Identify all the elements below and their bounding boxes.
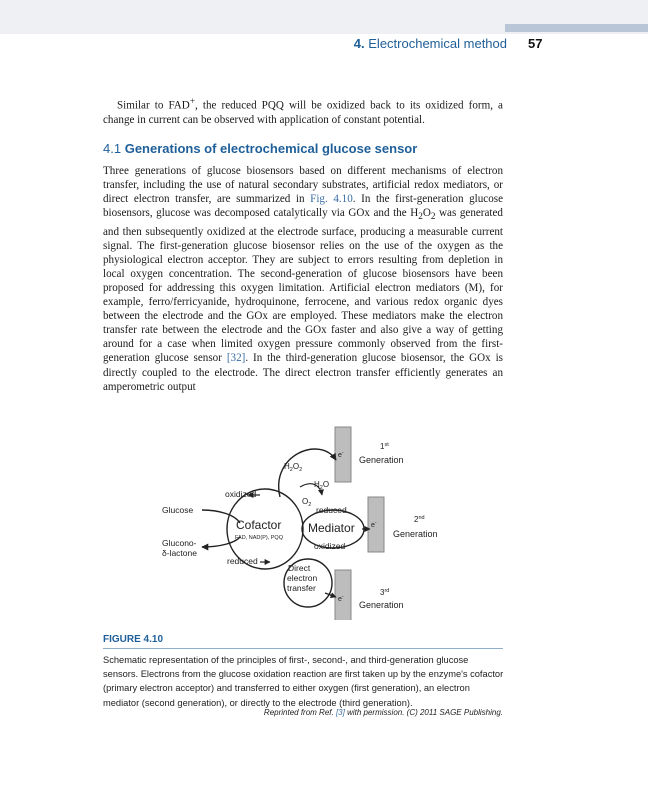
- intro-sup: +: [189, 97, 196, 107]
- h2o-label: $H_2O$: [314, 480, 330, 491]
- generations-diagram: [150, 425, 460, 620]
- electron-label-2: e-: [371, 520, 377, 529]
- first-gen-arrow: [279, 449, 336, 497]
- main-text: O: [422, 207, 431, 220]
- glucose-label: Glucose: [162, 505, 194, 515]
- cofactor-sub-label: FAD, NAD(P), PQQ: [235, 535, 283, 541]
- gen2-number: 2nd: [414, 515, 425, 524]
- figure-credit: [264, 708, 503, 717]
- page-number: 57: [528, 36, 543, 51]
- citation-link[interactable]: [32]: [226, 352, 246, 365]
- gen2-label: Generation: [393, 529, 438, 539]
- figure-rule: [103, 648, 503, 649]
- direct-to-electrode-arrow: [325, 593, 336, 597]
- intro-paragraph: [103, 95, 503, 127]
- cofactor-label: Cofactor: [236, 518, 282, 532]
- gen1-label: Generation: [359, 455, 404, 465]
- credit-reference-link[interactable]: [3]: [335, 708, 345, 717]
- running-header: [0, 36, 648, 54]
- gen3-label: Generation: [359, 600, 404, 610]
- subscript: 2: [430, 212, 436, 223]
- o2-label: $O_2$: [302, 497, 312, 508]
- intro-text: Similar to FAD: [117, 99, 190, 112]
- chapter-title: Electrochemical method: [368, 36, 507, 51]
- direct-label-3: transfer: [287, 583, 316, 593]
- cofactor-reduced-label: reduced: [227, 556, 258, 566]
- glucose-arrow: [202, 510, 240, 523]
- section-heading: [103, 141, 417, 156]
- figure-reference-link[interactable]: Fig. 4.10: [310, 193, 353, 206]
- subscript: 2: [418, 212, 423, 223]
- mediator-oxidized-label: oxidized: [314, 541, 346, 551]
- electron-label-1: e-: [338, 450, 344, 459]
- gluconolactone-label-1: Glucono-: [162, 538, 197, 548]
- h2o2-label: $H_2O_2$: [284, 462, 303, 473]
- credit-text: Reprinted from Ref.: [263, 708, 336, 717]
- gluconolactone-label-2: δ-lactone: [162, 548, 197, 558]
- cofactor-oxidized-label: oxidized: [225, 489, 257, 499]
- main-text: . In the first-generation glucose biosensors, glucose was decomposed catalytically via GOx and the H: [103, 193, 503, 220]
- main-text: . In the third-generation glucose biosensor, the GOx is directly coupled to the electrode. The direct electron transfer efficiently generates an amperometric output: [103, 352, 503, 393]
- credit-text-cont: with permission. (C) 2011 SAGE Publishing.: [344, 708, 503, 717]
- direct-label-1: Direct: [288, 563, 311, 573]
- top-band-accent: [505, 24, 648, 32]
- main-text: Three generations of glucose biosensors based on different mechanisms of electron transfer, including the use of natural secondary substrates, artificial redox mediators, or direct electron transfer, are summarized in: [103, 165, 503, 206]
- electron-label-3: e-: [338, 594, 344, 603]
- mediator-label: Mediator: [308, 521, 355, 535]
- figure-caption: Schematic representation of the principles of first-, second-, and third-generation glucose sensors. Electrons from the glucose oxidation reaction are first taken up by the enzyme's cofactor (primary electron acceptor) and transferred to either oxygen (first generation), an electron mediator (second generation), or directly to the electrode (third generation).: [103, 655, 504, 708]
- intro-text-cont: , the reduced PQQ will be oxidized back to its oxidized form, a change in current can be observed with application of constant potential.: [103, 99, 503, 126]
- direct-label-2: electron: [287, 573, 318, 583]
- main-text: was generated and then subsequently oxidized at the electrode surface, producing a measurable current signal. The first-generation glucose biosensor relies on the use of the oxygen as the physiological electron acceptor. They are subject to errors resulting from depletion in local oxygen concentration. The second-generation of glucose biosensors have been proposed for addressing this oxygen limitation. Artificial electron mediators (M), for example, ferro/ferricyanide, hydroquinone, ferrocene, and various redox organic dyes between the electrode and the GOx are employed. These mediators make the electron transfer rate between the electrode and the GOx faster and also give a way of getting around for a case when limited oxygen pressure commonly observed from the first-generation glucose sensor: [103, 207, 503, 365]
- gen3-number: 3rd: [380, 588, 390, 597]
- chapter-number: 4.: [353, 36, 365, 51]
- gen1-number: 1st: [380, 442, 389, 451]
- section-title: Generations of electrochemical glucose sensor: [124, 141, 418, 156]
- figure-label: FIGURE 4.10: [103, 634, 164, 645]
- mediator-reduced-label: reduced: [316, 505, 347, 515]
- section-number: 4.1: [103, 141, 122, 156]
- main-paragraph: [103, 164, 503, 394]
- chapter-heading: [354, 36, 507, 51]
